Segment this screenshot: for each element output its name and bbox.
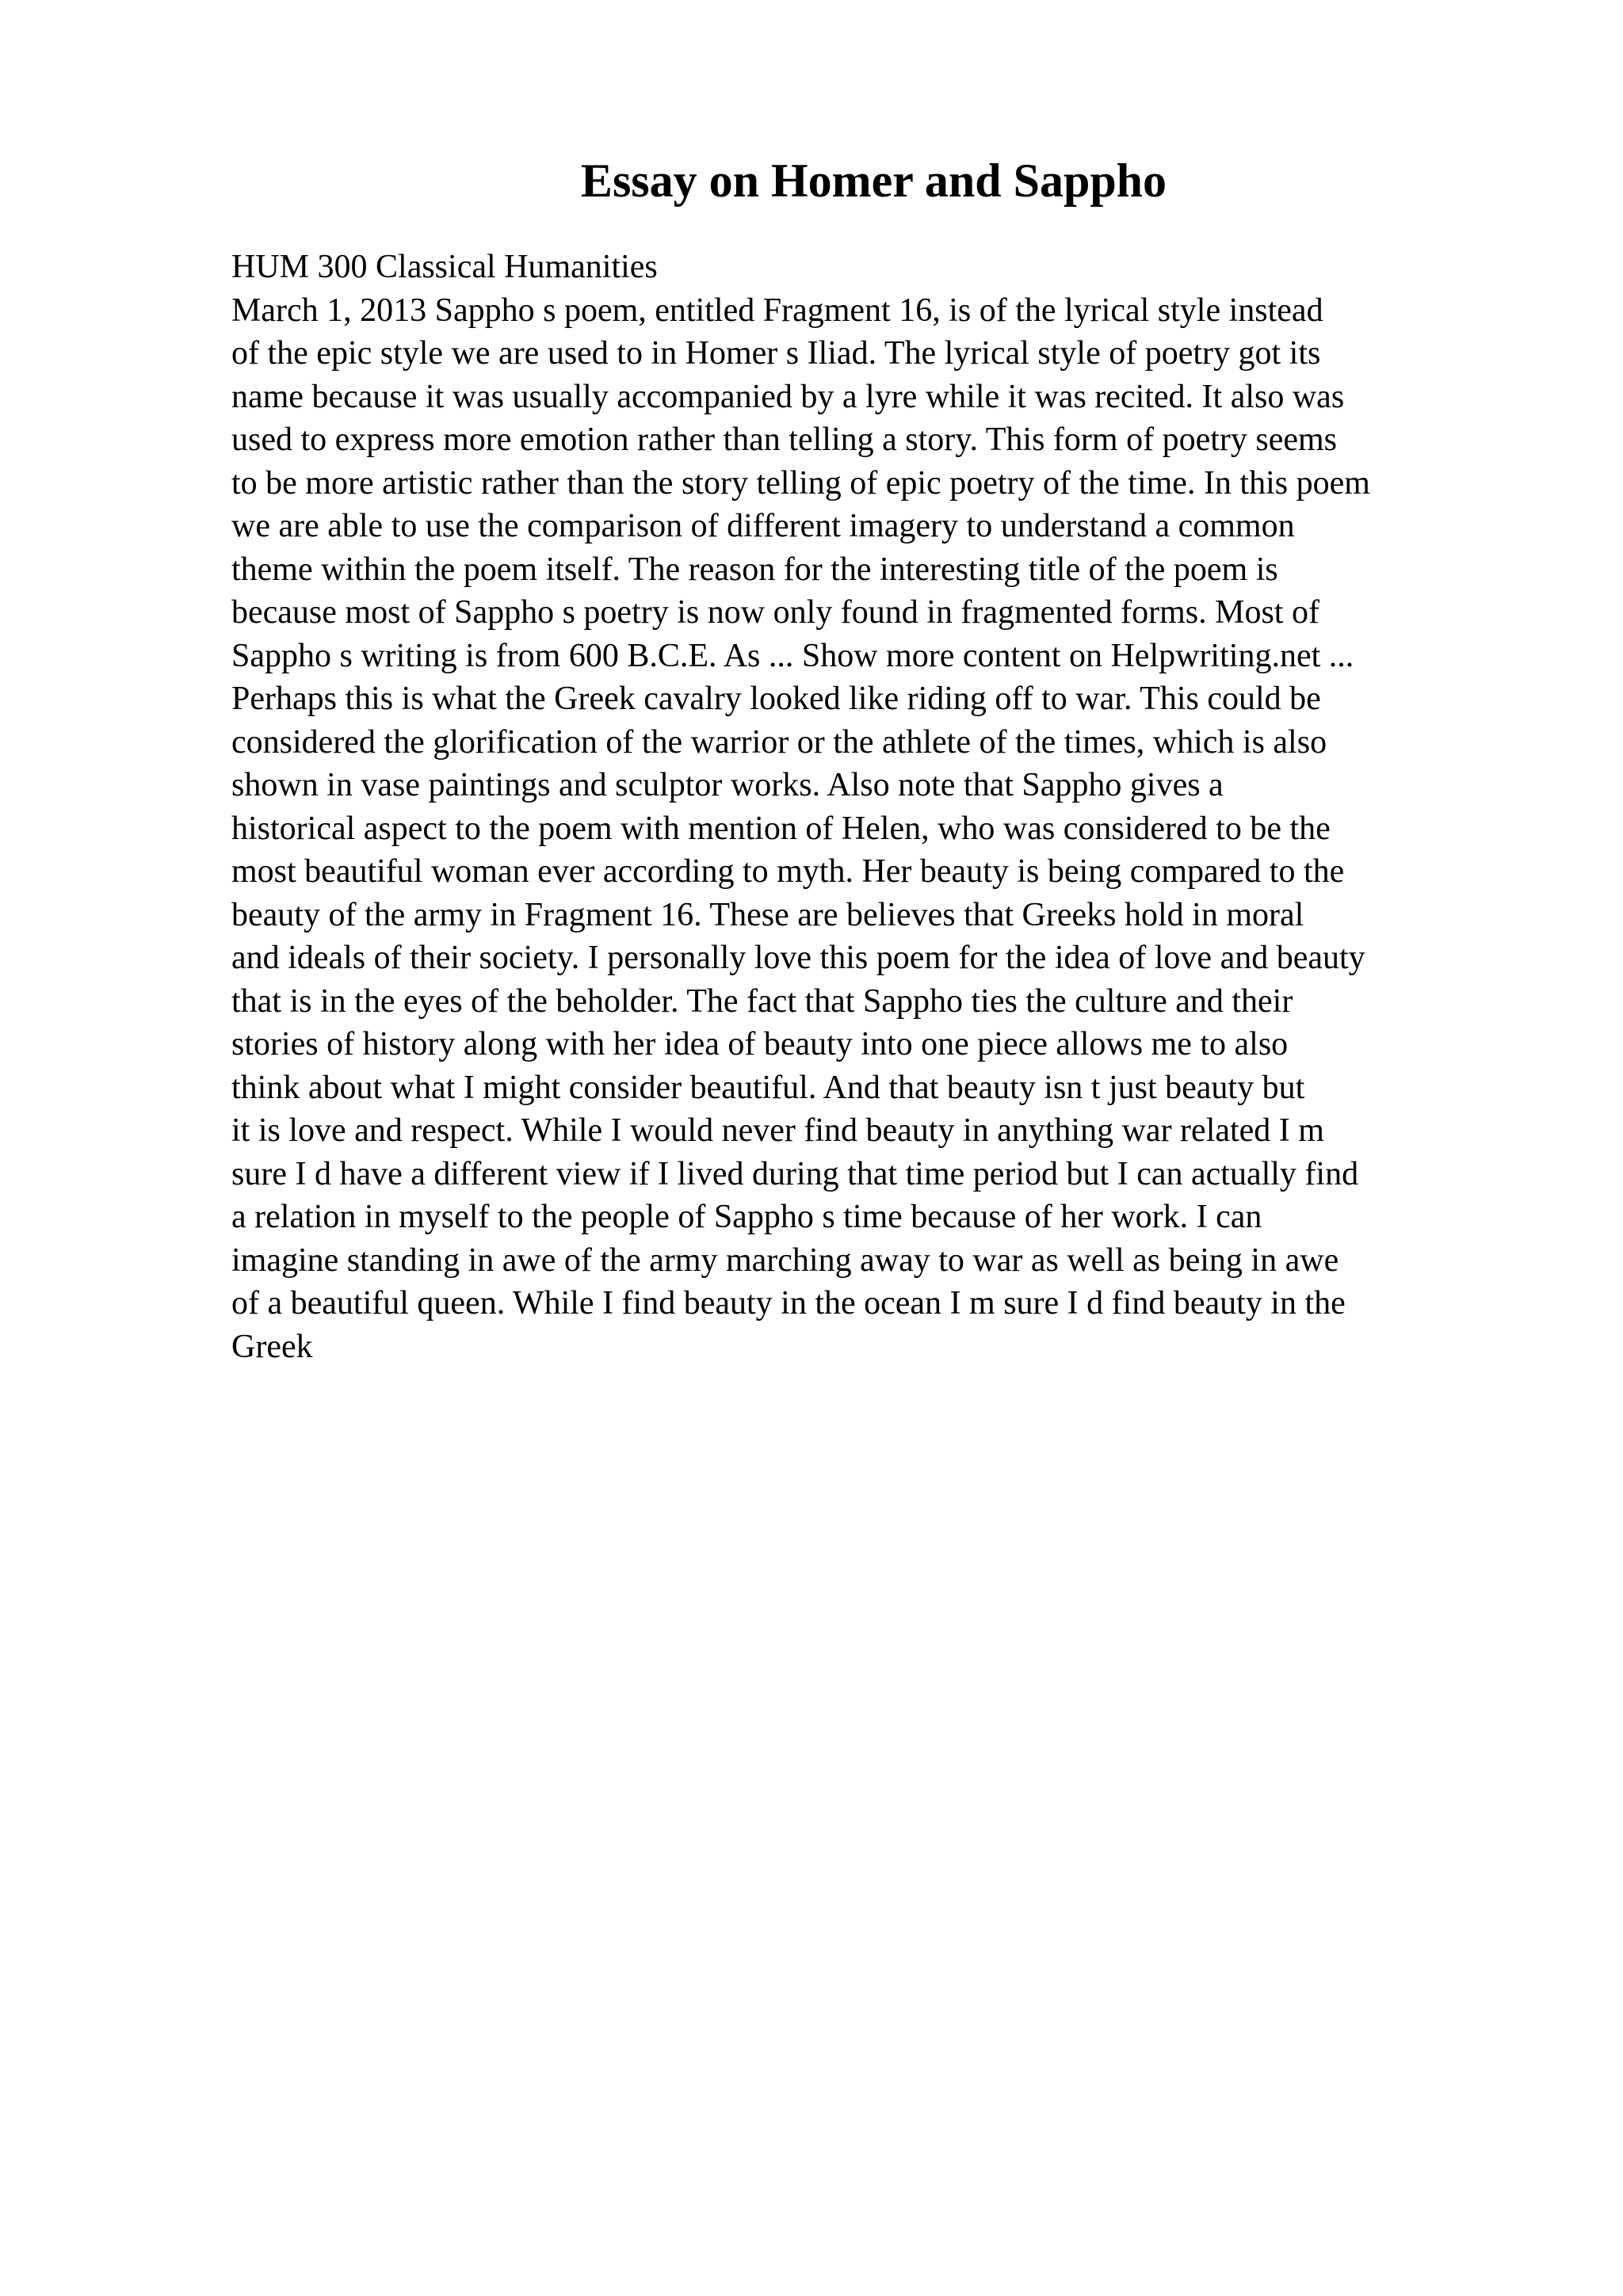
text-line: Sappho s writing is from 600 B.C.E. As ... Show more content on Helpwriting.net ...	[231, 637, 1354, 674]
document-body	[231, 246, 1623, 1368]
text-line: think about what I might consider beautiful. And that beauty isn t just beauty but	[231, 1069, 1305, 1106]
document-title: Essay on Homer and Sappho	[580, 154, 1167, 207]
text-line: most beautiful woman ever according to myth. Her beauty is being compared to the	[231, 853, 1345, 890]
text-line: sure I d have a different view if I lived during that time period but I can actually find	[231, 1155, 1359, 1192]
text-line: because most of Sappho s poetry is now only found in fragmented forms. Most of	[231, 594, 1319, 631]
text-line: we are able to use the comparison of different imagery to understand a common	[231, 508, 1295, 544]
text-line: of a beautiful queen. While I find beauty in the ocean I m sure I d find beauty in the	[231, 1285, 1346, 1322]
text-line: beauty of the army in Fragment 16. These are believes that Greeks hold in moral	[231, 896, 1304, 933]
text-line: that is in the eyes of the beholder. The fact that Sappho ties the culture and their	[231, 982, 1293, 1020]
text-line: shown in vase paintings and sculptor works. Also note that Sappho gives a	[231, 767, 1224, 803]
text-line: to be more artistic rather than the story telling of epic poetry of the time. In this poem	[231, 464, 1370, 502]
text-line: historical aspect to the poem with mention of Helen, who was considered to be the	[231, 810, 1331, 847]
text-line: considered the glorification of the warrior or the athlete of the times, which is also	[231, 723, 1327, 761]
text-line: it is love and respect. While I would never find beauty in anything war related I m	[231, 1112, 1324, 1149]
text-line: Perhaps this is what the Greek cavalry looked like riding off to war. This could be	[231, 681, 1321, 717]
text-line: HUM 300 Classical Humanities	[231, 249, 658, 285]
text-line: imagine standing in awe of the army marching away to war as well as being in awe	[231, 1241, 1339, 1279]
text-line: theme within the poem itself. The reason for the interesting title of the poem is	[231, 551, 1278, 588]
text-line: and ideals of their society. I personally love this poem for the idea of love and beauty	[231, 940, 1365, 976]
text-line: stories of history along with her idea of beauty into one piece allows me to also	[231, 1026, 1289, 1062]
text-line: Greek	[231, 1328, 313, 1365]
text-line: of the epic style we are used to in Homer s Iliad. The lyrical style of poetry got its	[231, 335, 1321, 372]
text-line: name because it was usually accompanied by a lyre while it was recited. It also was	[231, 378, 1345, 415]
text-line: a relation in myself to the people of Sappho s time because of her work. I can	[231, 1199, 1262, 1235]
text-line: March 1, 2013 Sappho s poem, entitled Fragment 16, is of the lyrical style instead	[231, 292, 1323, 329]
text-line: used to express more emotion rather than telling a story. This form of poetry seems	[231, 421, 1338, 458]
